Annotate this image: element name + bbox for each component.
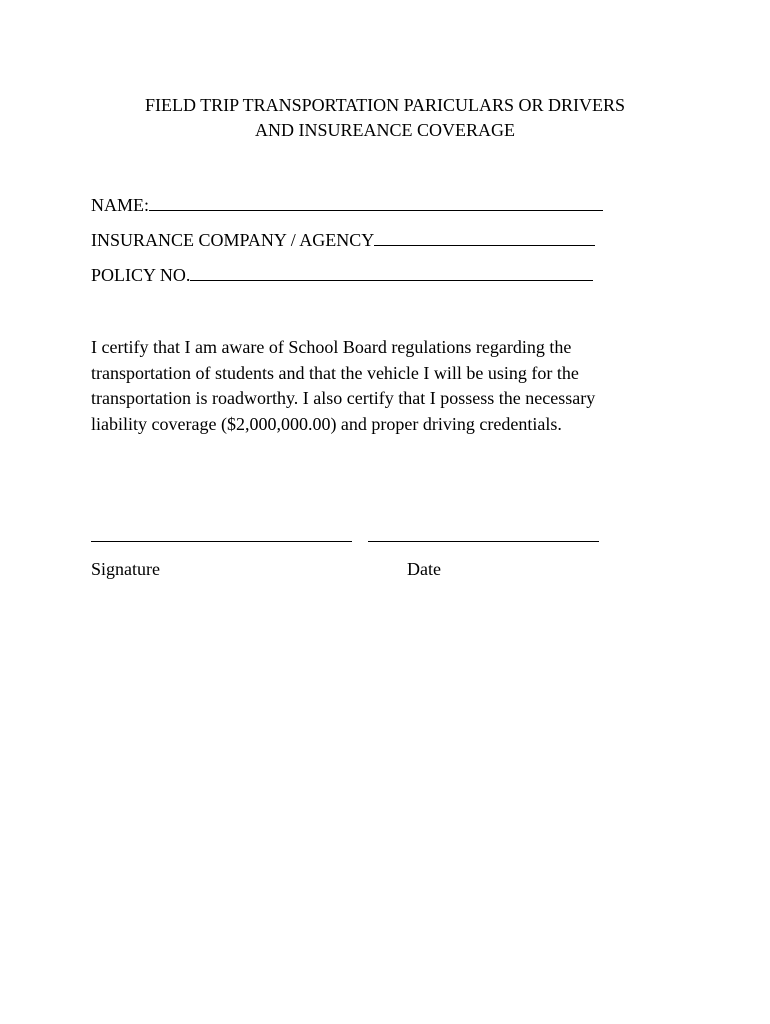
policy-number-label: POLICY NO. bbox=[91, 265, 191, 285]
form-title-line-1: FIELD TRIP TRANSPORTATION PARICULARS OR DRIVERS bbox=[144, 95, 626, 115]
signature-blank-line[interactable] bbox=[91, 541, 352, 542]
name-blank-line[interactable] bbox=[149, 193, 603, 211]
name-label: NAME: bbox=[91, 195, 149, 215]
date-blank-line[interactable] bbox=[368, 541, 599, 542]
insurance-company-field bbox=[91, 228, 595, 252]
certification-line: transportation is roadworthy. I also certify that I possess the necessary bbox=[91, 388, 596, 408]
policy-number-field bbox=[91, 263, 593, 287]
certification-line: I certify that I am aware of School Board regulations regarding the bbox=[91, 337, 572, 357]
insurance-company-blank-line[interactable] bbox=[374, 228, 595, 246]
certification-paragraph bbox=[91, 335, 691, 437]
policy-number-blank-line[interactable] bbox=[190, 263, 593, 281]
certification-line: transportation of students and that the vehicle I will be using for the bbox=[91, 362, 579, 383]
signature-label: Signature bbox=[91, 559, 160, 579]
certification-line: liability coverage ($2,000,000.00) and proper driving credentials. bbox=[91, 413, 562, 434]
form-title-line-2: AND INSUREANCE COVERAGE bbox=[255, 120, 515, 140]
insurance-company-label: INSURANCE COMPANY / AGENCY bbox=[91, 230, 375, 250]
name-field bbox=[91, 193, 603, 217]
date-label: Date bbox=[407, 559, 441, 579]
